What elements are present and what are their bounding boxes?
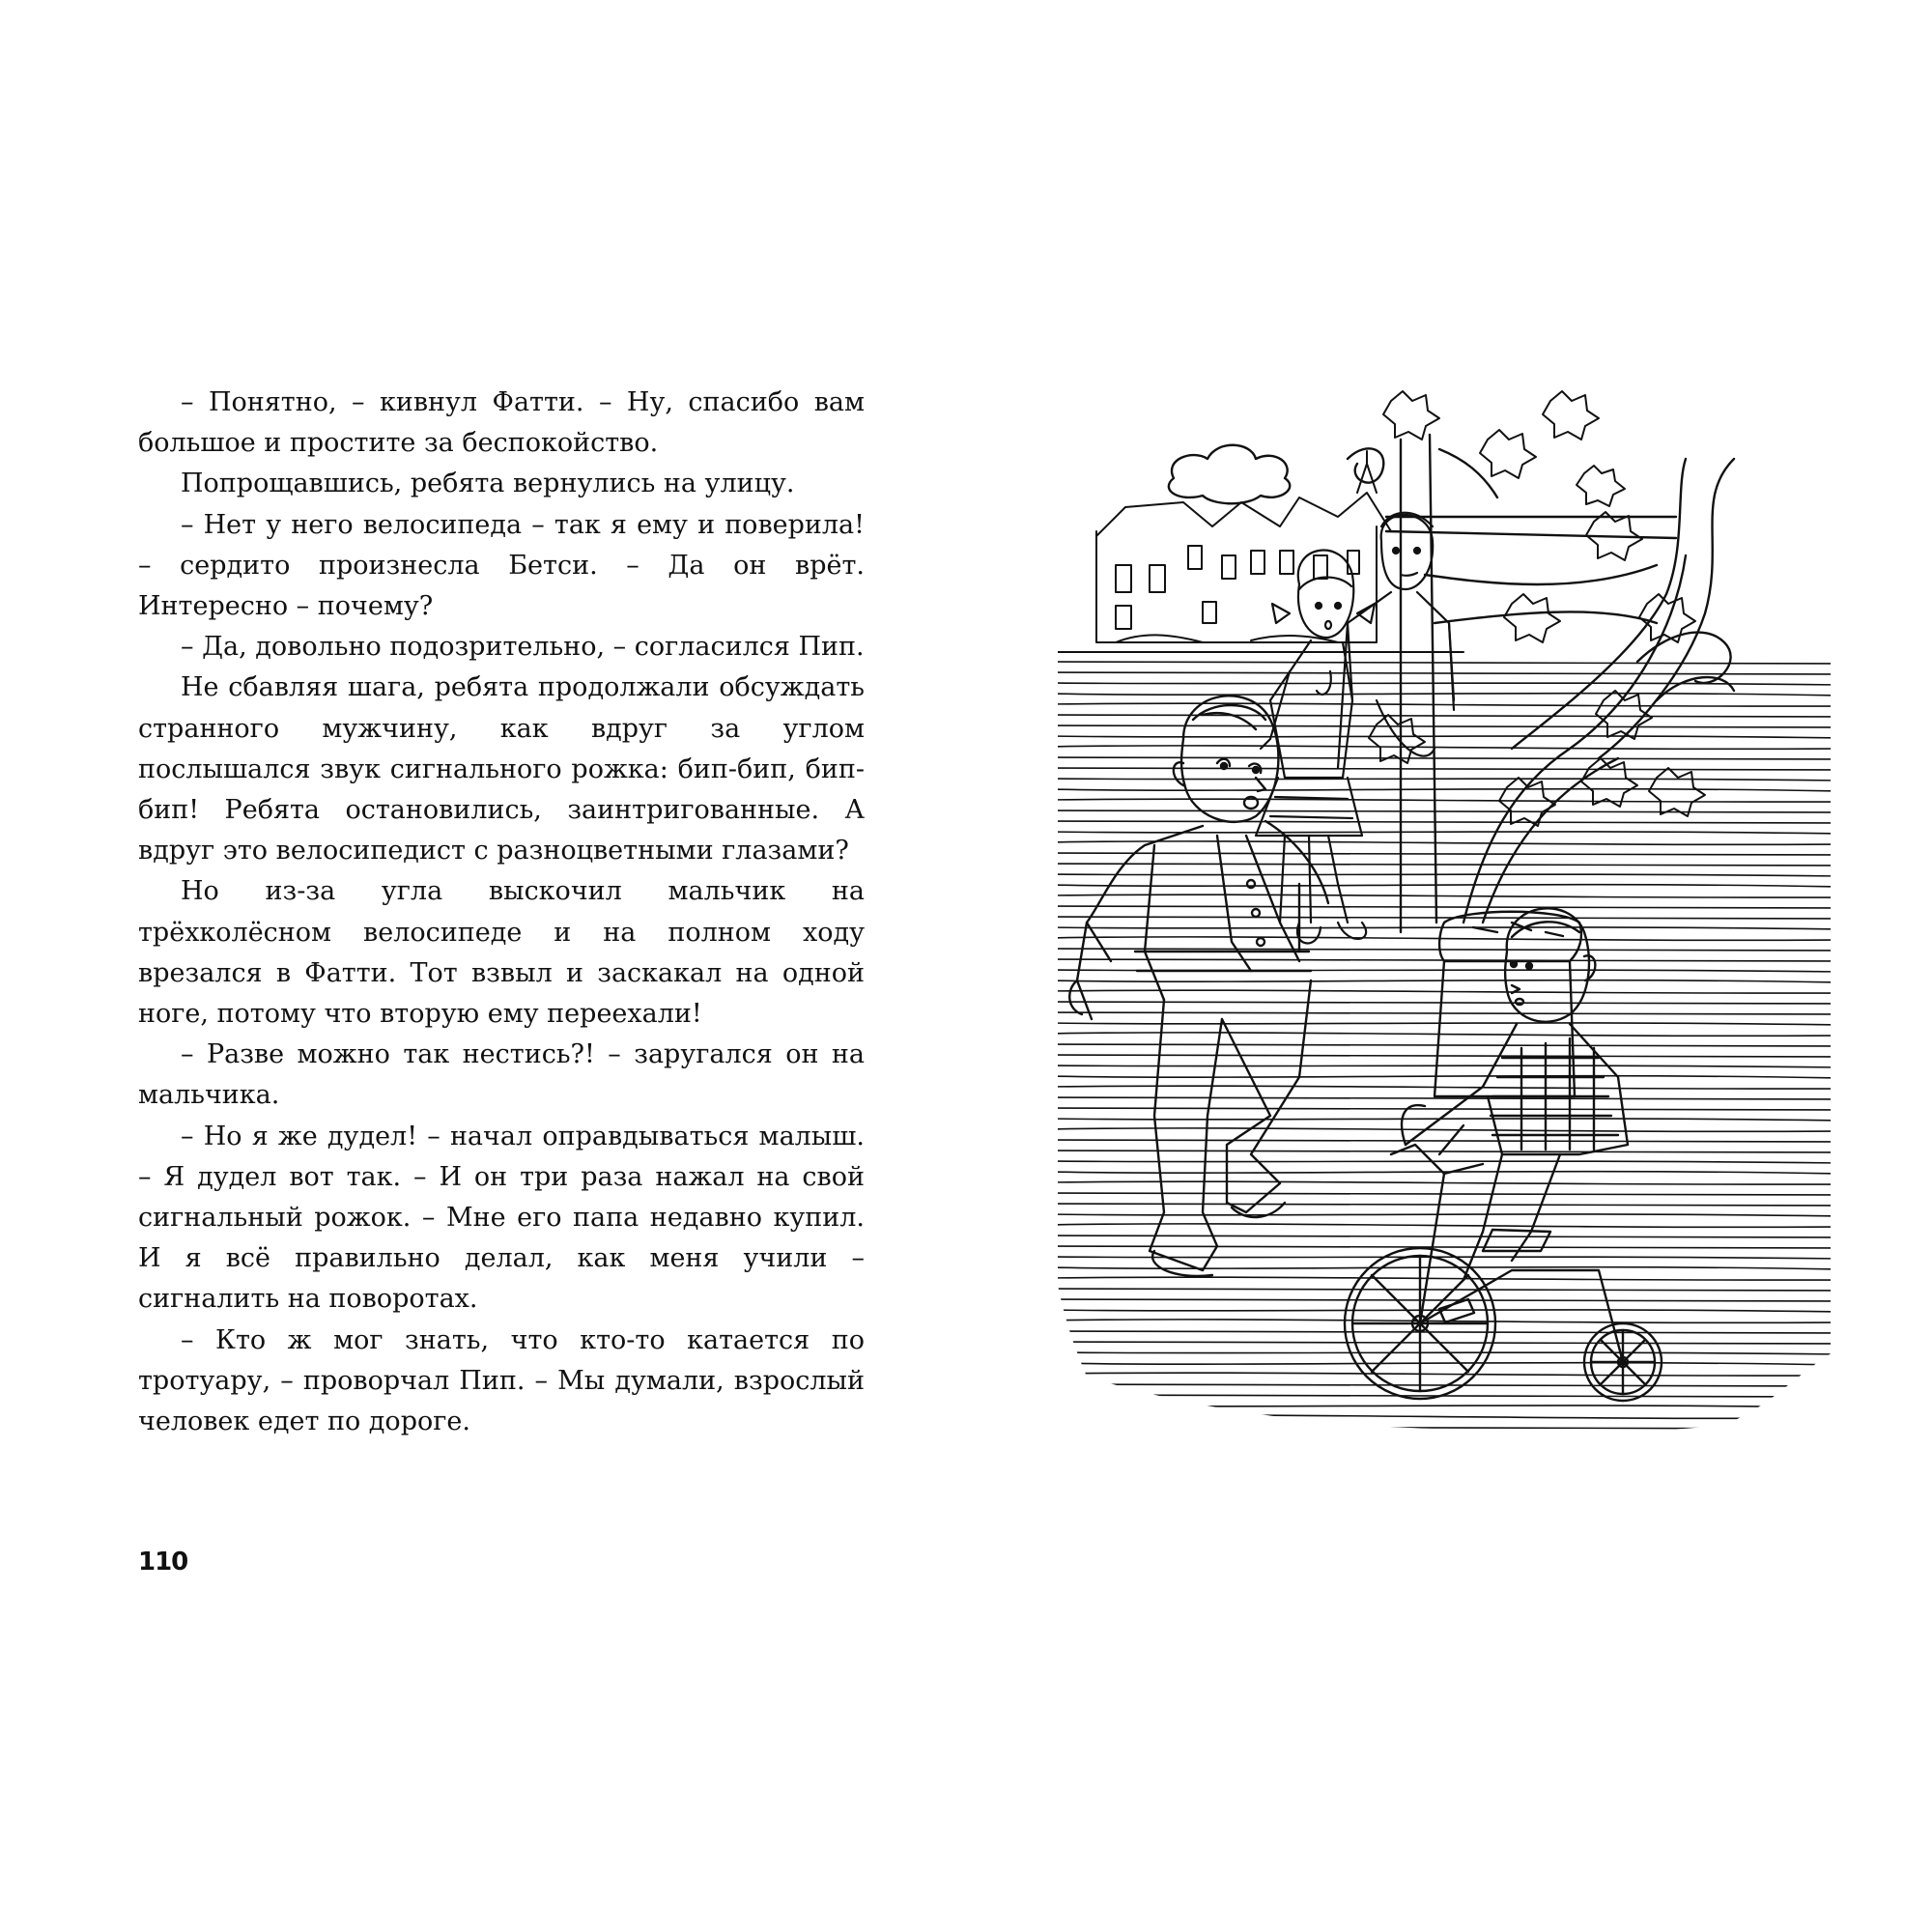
- cloud: [1169, 445, 1290, 504]
- hatch-line: [1058, 756, 1831, 759]
- hatch-line: [1058, 1235, 1831, 1237]
- hatch-line: [1058, 1246, 1831, 1248]
- paragraph: – Кто ж мог знать, что кто-то катается по тротуару, – проворчал Пип. – Мы думали, взрослый человек едет по дороге.: [138, 1324, 865, 1437]
- hatch-line: [1058, 810, 1831, 812]
- hatch-line: [1058, 1065, 1831, 1067]
- hatch-line: [1058, 1181, 1831, 1184]
- hatch-line: [1058, 864, 1831, 866]
- hatch-line: [1058, 917, 1831, 919]
- hatch-line: [1058, 799, 1831, 802]
- illustration-drawing: [1058, 382, 1831, 1444]
- hatch-line: [1058, 937, 1831, 940]
- hatch-line: [1058, 1224, 1831, 1227]
- hatch-line: [1058, 736, 1831, 738]
- paragraph: – Разве можно так нестись?! – заругался он на мальчика.: [138, 1039, 865, 1111]
- hatch-line: [1058, 990, 1831, 993]
- hatch-line: [1058, 852, 1831, 855]
- hatch-line: [1058, 1193, 1831, 1195]
- leaves: [1369, 391, 1705, 826]
- hatch-line: [1058, 746, 1831, 749]
- hatch-line: [1058, 1151, 1831, 1152]
- hatch-line: [1058, 832, 1831, 834]
- hatch-line: [1058, 1257, 1831, 1259]
- hatch-line: [1058, 779, 1831, 781]
- paragraph: – Но я же дудел! – начал оправдываться малыш. – Я дудел вот так. – И он три раза нажал на свой сигнальный рожок. – Мне его папа недавно купил. И я всё правильно делал, как меня учили – сигналить на поворотах.: [138, 1121, 865, 1315]
- tricycle: [1345, 1105, 1662, 1401]
- paragraph: Не сбавляя шага, ребята продолжали обсуждать странного мужчину, как вдруг за углом послышался звук сигнального рожка: бип-бип, бип-бип! Ребята остановились, заинтригованные. А вдруг это велосипедист с разноцветными глазами?: [138, 672, 865, 867]
- paragraph: – Понятно, – кивнул Фатти. – Ну, спасибо вам большое и простите за беспокойство.: [138, 387, 865, 459]
- hatch-line: [1058, 1002, 1831, 1004]
- boy-fatty: [1069, 696, 1328, 1276]
- background-houses: [1058, 451, 1463, 652]
- hatch-line: [1058, 1086, 1831, 1089]
- paragraph: – Нет у него велосипеда – так я ему и поверила! – сердито произнесла Бетси. – Да он врёт. Интересно – почему?: [138, 509, 865, 622]
- hatch-line: [1058, 1214, 1831, 1216]
- hatch-line: [1058, 1119, 1831, 1121]
- hatch-line: [1058, 1277, 1831, 1280]
- hatch-line: [1058, 1108, 1831, 1110]
- hatch-line: [1058, 1204, 1831, 1206]
- hatch-line: [1058, 683, 1831, 685]
- page-number: 110: [138, 1548, 188, 1577]
- hatch-line: [1058, 715, 1831, 717]
- paragraph: – Да, довольно подозрительно, – согласился Пип.: [181, 632, 865, 663]
- hatch-line: [1058, 703, 1831, 706]
- hatch-line: [1058, 1055, 1831, 1057]
- paragraph: Но из-за угла выскочил мальчик на трёхколёсном велосипеде и на полном ходу врезался в Фатти. Тот взвыл и заскакал на одной ноге, потому что вторую ему переехали!: [138, 876, 865, 1030]
- body-text: [138, 383, 865, 1442]
- hatch-line: [1058, 980, 1831, 982]
- illustration: [1058, 382, 1831, 1444]
- hatch-line: [1058, 874, 1831, 876]
- paragraph: Попрощавшись, ребята вернулись на улицу.: [181, 469, 795, 499]
- hatch-line: [1058, 1406, 1831, 1407]
- hatch-line: [1058, 927, 1831, 929]
- hatch-line: [1058, 1363, 1831, 1365]
- hatch-line: [1058, 694, 1831, 696]
- hatch-line: [1058, 1012, 1831, 1014]
- hatch-line: [1058, 789, 1831, 791]
- hatch-line: [1058, 1426, 1831, 1429]
- hatch-line: [1058, 1352, 1831, 1354]
- hatch-line: [1058, 1033, 1831, 1036]
- hatch-line: [1058, 1415, 1831, 1418]
- hatch-line: [1058, 1161, 1831, 1163]
- hatch-line: [1058, 661, 1831, 664]
- hatch-line: [1058, 1043, 1831, 1046]
- hatch-line: [1058, 1342, 1831, 1344]
- hatch-line: [1058, 1139, 1831, 1142]
- hatch-line: [1058, 1076, 1831, 1078]
- hatch-line: [1058, 948, 1831, 951]
- hatch-line: [1058, 1267, 1831, 1269]
- hatch-line: [1058, 1023, 1831, 1025]
- hatch-line: [1058, 1373, 1831, 1376]
- boy-on-tricycle: [1406, 908, 1628, 1280]
- hatch-line: [1058, 906, 1831, 908]
- hatch-line: [1058, 885, 1831, 887]
- hatch-line: [1058, 672, 1831, 674]
- hatch-line: [1058, 841, 1831, 844]
- hatch-line: [1058, 821, 1831, 823]
- hatch-line: [1058, 1289, 1831, 1291]
- hatch-line: [1058, 895, 1831, 897]
- hatch-line: [1058, 725, 1831, 727]
- hatch-line: [1058, 1128, 1831, 1131]
- hatch-line: [1058, 1330, 1831, 1333]
